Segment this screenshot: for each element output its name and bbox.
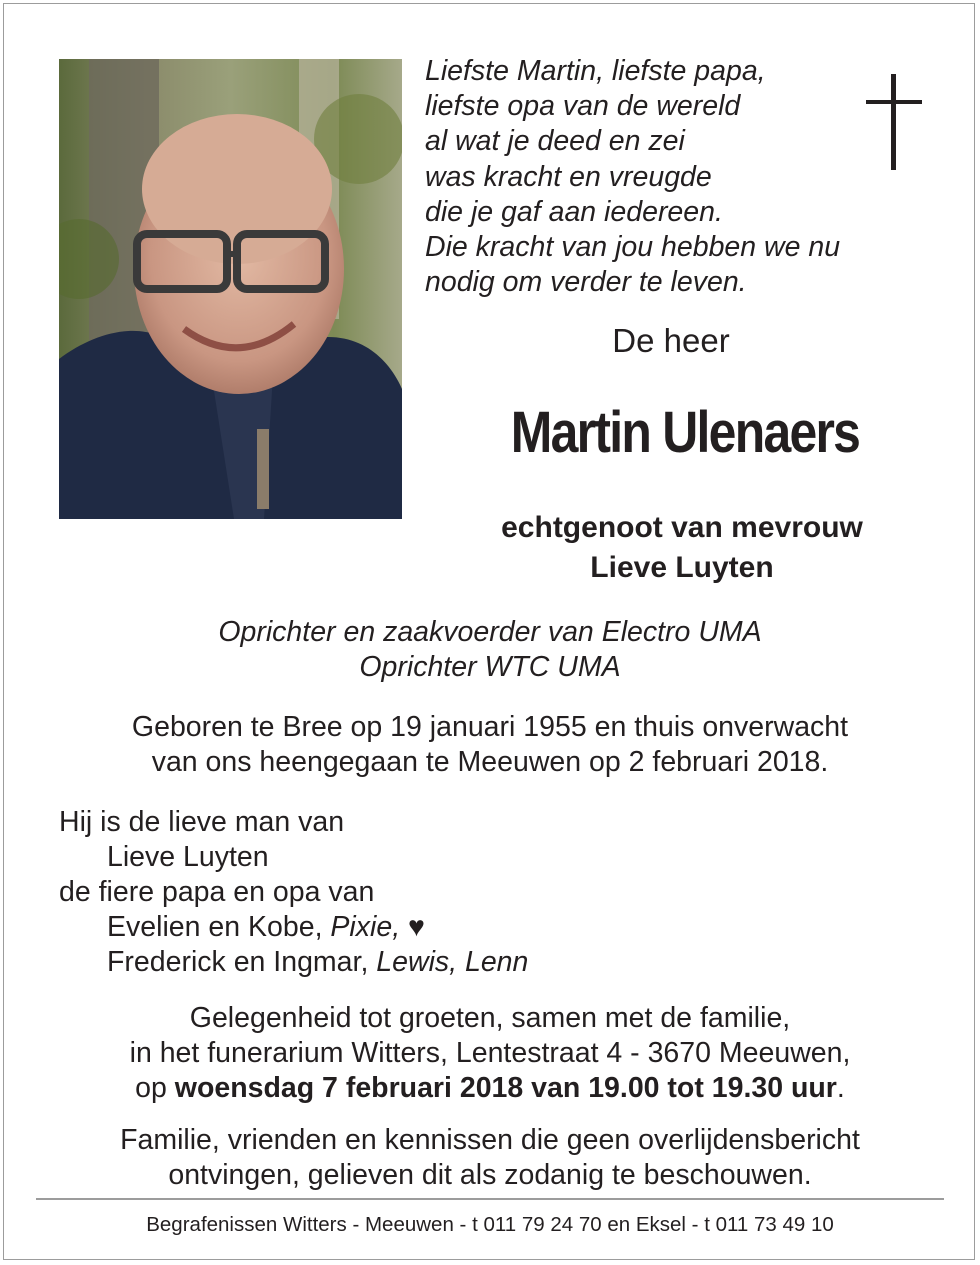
visitation-info xyxy=(0,1001,980,1106)
spouse-line: echtgenoot van mevrouw xyxy=(501,511,863,544)
poem-line: al wat je deed en zei xyxy=(425,125,685,158)
visitation-prefix: op xyxy=(135,1072,167,1104)
heart-icon: ♥ xyxy=(408,911,425,943)
notice-line: ontvingen, gelieven dit als zodanig te beschouwen. xyxy=(168,1159,812,1191)
portrait-photo xyxy=(59,59,402,519)
memorial-poem xyxy=(425,54,895,300)
poem-line: Liefste Martin, liefste papa, xyxy=(425,55,766,87)
spouse-name: Lieve Luyten xyxy=(590,551,774,584)
poem-line: die je gaf aan iedereen. xyxy=(425,195,723,228)
footer-divider xyxy=(36,1198,944,1200)
poem-line: liefste opa van de wereld xyxy=(425,90,741,123)
visitation-date: woensdag 7 februari 2018 van 19.00 tot 19.30 uur xyxy=(174,1072,837,1104)
visitation-line: Gelegenheid tot groeten, samen met de familie, xyxy=(189,1002,791,1034)
poem-line: was kracht en vreugde xyxy=(425,160,712,193)
grandchildren-names: Pixie, xyxy=(330,911,401,943)
funeral-home-footer: Begrafenissen Witters - Meeuwen - t 011 79 24 70 en Eksel - t 011 73 49 10 xyxy=(146,1213,834,1236)
notice-line: Familie, vrienden en kennissen die geen overlijdensbericht xyxy=(120,1124,860,1156)
birth-death-info xyxy=(0,710,980,780)
poem-line: Die kracht van jou hebben we nu xyxy=(425,231,841,264)
salutation: De heer xyxy=(612,322,730,359)
visitation-time xyxy=(0,1071,980,1106)
roles xyxy=(0,615,980,685)
spouse-info xyxy=(432,508,932,588)
children-names: Evelien en Kobe, xyxy=(107,911,323,943)
child-entry xyxy=(59,945,528,980)
family-list xyxy=(59,805,528,980)
cross-icon xyxy=(866,74,922,170)
deceased-name: Martin Ulenaers xyxy=(510,400,860,465)
birth-line: Geboren te Bree op 19 januari 1955 en thuis onverwacht xyxy=(131,711,849,743)
children-names: Frederick en Ingmar, xyxy=(107,946,369,978)
role-line: Oprichter WTC UMA xyxy=(359,651,621,683)
child-entry xyxy=(59,910,528,945)
notice-text xyxy=(0,1123,980,1193)
family-intro: Hij is de lieve man van xyxy=(59,806,345,838)
family-intro: de fiere papa en opa van xyxy=(59,876,375,908)
poem-line: nodig om verder te leven. xyxy=(425,266,747,299)
visitation-suffix: . xyxy=(836,1072,845,1104)
role-line: Oprichter en zaakvoerder van Electro UMA xyxy=(218,616,762,648)
death-line: van ons heengegaan te Meeuwen op 2 februari 2018. xyxy=(151,746,829,778)
grandchildren-names: Lewis, Lenn xyxy=(376,946,529,978)
wife-name: Lieve Luyten xyxy=(107,841,269,873)
visitation-address: in het funerarium Witters, Lentestraat 4 - 3670 Meeuwen, xyxy=(129,1037,851,1069)
